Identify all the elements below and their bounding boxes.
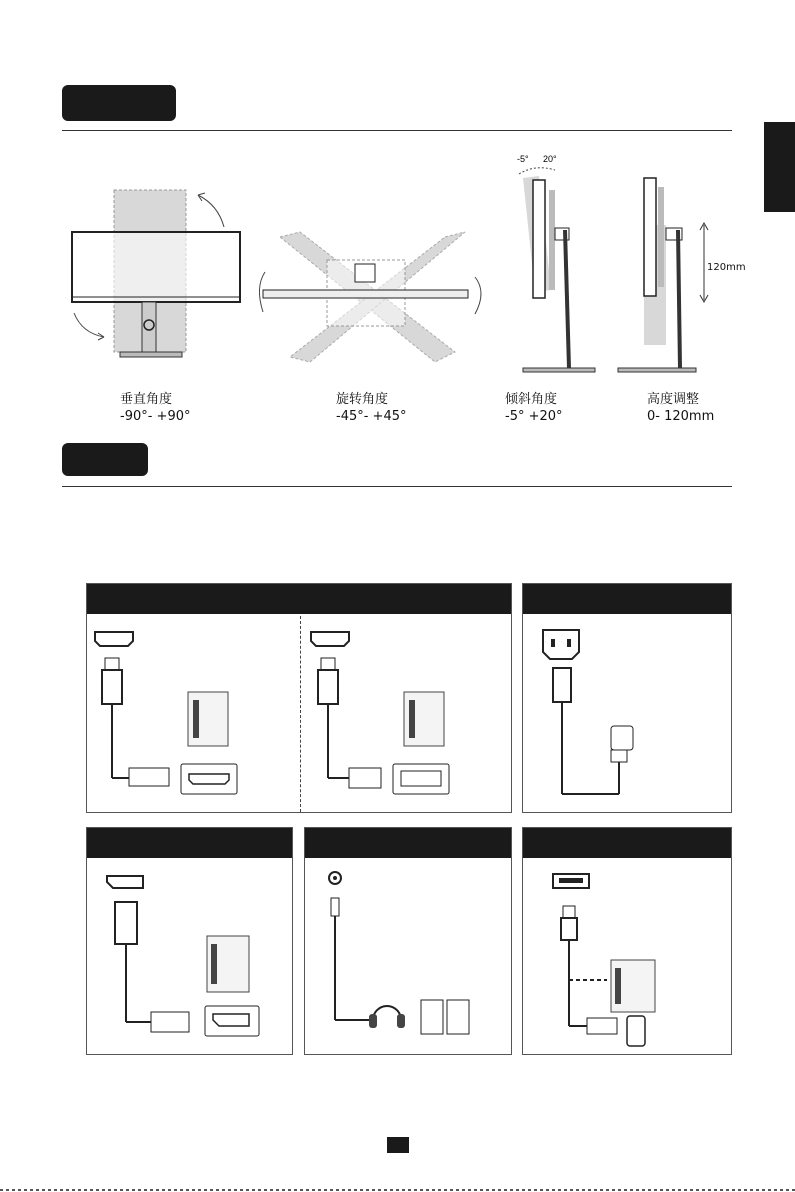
panel-video: [86, 583, 512, 813]
caption-pivot: [120, 391, 191, 425]
caption-tilt-label: 倾斜角度: [505, 392, 558, 407]
section-connect-header: [62, 443, 148, 476]
caption-pivot-range: -90°- +90°: [120, 409, 191, 424]
panel-displayport: [86, 827, 293, 1055]
section-adjust-rule: [62, 130, 732, 131]
side-tab: [764, 122, 795, 212]
section-connect-rule: [62, 486, 732, 487]
caption-swivel: [336, 391, 407, 425]
usb-phone-icon: [551, 872, 721, 1042]
tilt-mark-pos: 20°: [543, 154, 557, 164]
caption-tilt-range: -5° +20°: [505, 409, 563, 424]
panel-power-header: [523, 584, 731, 614]
section-adjust-header: [62, 85, 176, 121]
page-number-box: [387, 1137, 409, 1153]
panel-audio: [304, 827, 512, 1055]
panel-audio-header: [305, 828, 511, 858]
panel-divider: [300, 616, 301, 812]
panel-power: [522, 583, 732, 813]
swivel-illustration: [255, 232, 490, 367]
height-mark: 120mm: [707, 262, 746, 273]
caption-height-label: 高度调整: [647, 392, 700, 407]
caption-swivel-range: -45°- +45°: [336, 409, 407, 424]
power-socket-icon: [539, 628, 719, 803]
hdmi-hdmi-icon: [93, 628, 293, 798]
caption-swivel-label: 旋转角度: [336, 392, 389, 407]
caption-height-range: 0- 120mm: [647, 409, 715, 424]
tilt-illustration: [505, 150, 595, 375]
tilt-mark-neg: -5°: [517, 154, 529, 164]
hdmi-dvi-icon: [309, 628, 509, 798]
caption-height: [647, 391, 714, 425]
caption-pivot-label: 垂直角度: [120, 392, 173, 407]
pivot-illustration: [60, 185, 250, 365]
bottom-edge: [0, 1189, 795, 1191]
panel-usb-header: [523, 828, 731, 858]
panel-usb: [522, 827, 732, 1055]
caption-tilt: [505, 391, 563, 425]
panel-dp-header: [87, 828, 292, 858]
headphone-speaker-icon: [321, 870, 501, 1040]
displayport-icon: [101, 872, 286, 1042]
panel-video-header: [87, 584, 511, 614]
